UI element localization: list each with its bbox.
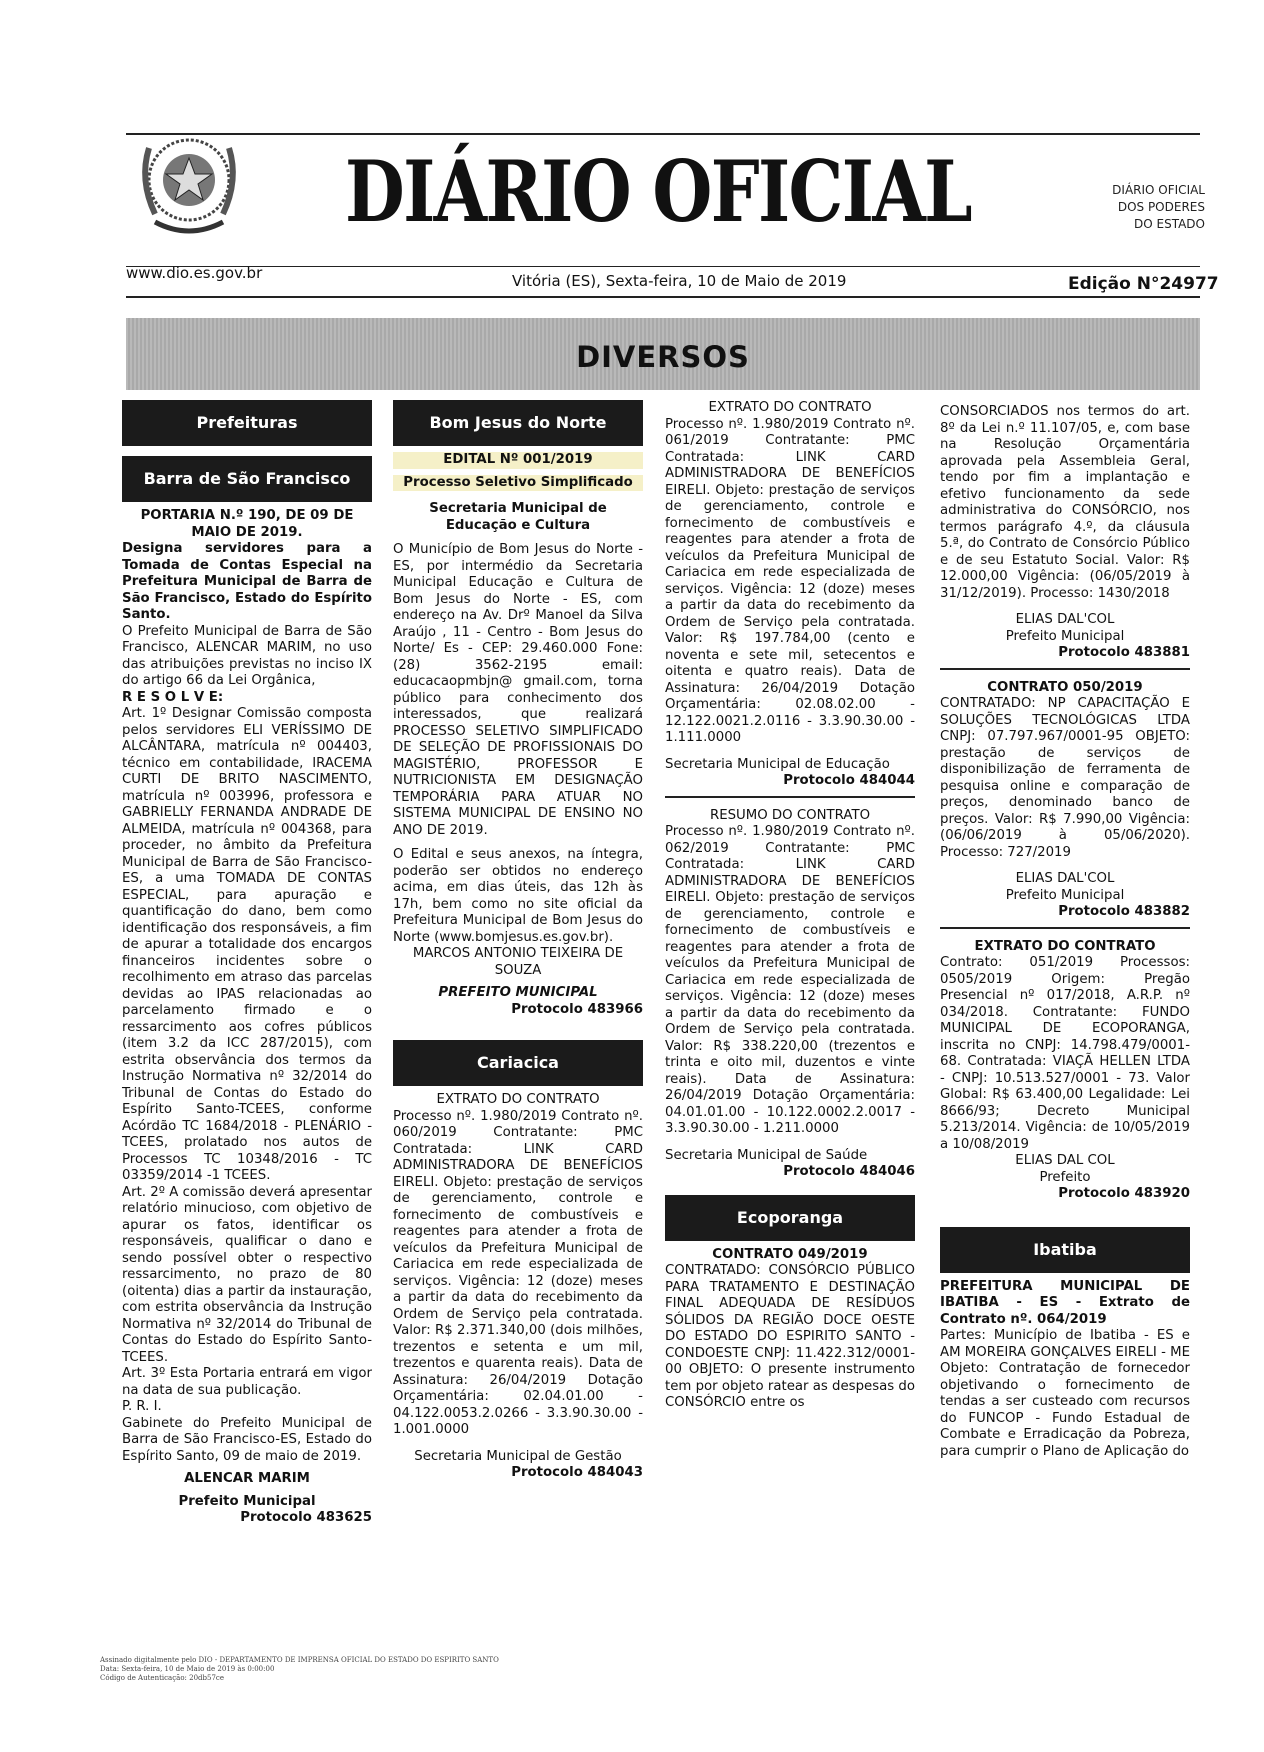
signature-name: ALENCAR MARIM [184, 1471, 310, 1486]
portaria-preamble: O Prefeito Municipal de Barra de São Francisco, ALENCAR MARIM, no uso das atribuições previstas no inciso IX do artigo 66 da Lei Orgânica, [122, 623, 372, 688]
contract-title: CONTRATO 049/2019 [712, 1246, 868, 1262]
contract-body: CONTRATADO: NP CAPACITAÇÃO E SOLUÇÕES TECNOLÓGICAS LTDA CNPJ: 07.797.967/0001-95 OBJETO: prestação de serviços de disponibilização de ferramenta de pesquisa online e comparação de preços, denominado banco de preços. Valor: R$ 7.990,00 Vigência: (06/06/2019 à 05/06/2020). Processo: 727/2019 [940, 696, 1190, 860]
extract-body: Processo nº. 1.980/2019 Contrato nº. 060/2019 Contratante: PMC Contratada: LINK CARD ADMINISTRADORA DE BENEFÍCIOS EIRELI. Objeto: prestação de serviços de gerenciamento, controle e fornecimento de combustíveis e reagentes para atender a frota de veículos da Prefeitura Municipal de Cariacica em rede especializada de serviços. Vigência: 12 (doze) meses a partir da data do recebimento da Ordem de Serviço pela contratada. Valor: R$ 2.371.340,00 (dois milhões, trezentos e setenta e um mil, trezentos e quarenta reais). Data de Assinatura: 26/04/2019 Dotação Orçamentária: 02.04.01.00 - 04.122.0053.2.0266 - 3.3.90.30.00 - 1.001.0000 [393, 1108, 643, 1437]
signature-title: PREFEITO MUNICIPAL [438, 985, 598, 1000]
contract-title: CONTRATO 050/2019 [987, 679, 1143, 695]
column-3 [665, 400, 915, 1412]
signature-title: Prefeito Municipal [1005, 887, 1125, 903]
contract-body: CONTRATADO: CONSÓRCIO PÚBLICO PARA TRATAMENTO E DESTINAÇÃO FINAL ADEQUADA DE RESÍDUOS SÓLIDOS DA REGIÃO DOCE OESTE DO ESTADO DO ESPIRITO SANTO - CONDOESTE CNPJ: 11.422.312/0001-00 OBJETO: O presente instrumento tem por objeto ratear as despesas do CONSÓRCIO entre os [665, 1263, 915, 1410]
edital-body-2: O Edital e seus anexos, na íntegra, poderão ser obtidos no endereço acima, em dias úteis, das 12h às 17h, bem como no site oficial da Prefeitura Municipal de Bom Jesus do Norte (www.bomjesus.es.gov.br). [393, 847, 643, 945]
signature-name: ELIAS DAL'COL [1015, 871, 1115, 886]
summary-secretaria: Secretaria Municipal de Saúde [665, 1147, 868, 1163]
edital-number: EDITAL Nº 001/2019 [393, 452, 643, 469]
column-4 [940, 404, 1190, 1460]
authentication-footer [100, 1656, 499, 1683]
ibatiba-heading: PREFEITURA MUNICIPAL DE IBATIBA - ES - Extrato de Contrato nº. 064/2019 [940, 1278, 1190, 1327]
portaria-article-3: Art. 3º Esta Portaria entrará em vigor na data de sua publicação. [122, 1366, 372, 1398]
extract-body: Contrato: 051/2019 Processos: 0505/2019 Origem: Pregão Presencial nº 017/2018, A.R.P. nº 034/2018. Contratante: FUNDO MUNICIPAL DE ECOPORANGA, inscrita no CNPJ: 14.798.479/0001-68. Contratada: VIAÇÃ HELLEN LTDA - CNPJ: 10.513.527/0001 - 73. Valor Global: R$ 63.400,00 Legalidade: Lei 8666/93; Decreto Municipal 5.213/2014. Vigência: de 10/05/2019 a 10/08/2019 [940, 955, 1190, 1152]
contract-body-continued: CONSORCIADOS nos termos do art. 8º da Lei n.º 11.107/05, e, com base na Resolução Orçamentária aprovada pela Assembleia Geral, tendo por fim a implantação e efetivo funcionamento da sede administrativa do CONSÓRCIO, nos termos parágrafo 4.º, da cláusula 5.ª, do Contrato de Consórcio Público e de seu Estatuto Social. Valor: R$ 12.000,00 Vigência: (06/05/2019 à 31/12/2019). Processo: 1430/2018 [940, 404, 1190, 601]
footer-line: Assinado digitalmente pelo DIO - DEPARTAMENTO DE IMPRENSA OFICIAL DO ESTADO DO ESPIRITO SANTO [100, 1656, 499, 1664]
column-2 [393, 400, 643, 1482]
ibatiba-body: Partes: Município de Ibatiba - ES e AM MOREIRA GONÇALVES EIRELI - ME Objeto: Contratação de fornecedor objetivando o fornecimento de tendas a ser custeado com recursos do FUNCOP - Fundo Estadual de Combate e Erradicação da Pobreza, para cumprir o Plano de Aplicação do [940, 1328, 1190, 1459]
signature-name: MARCOS ANTONIO TEIXEIRA DE SOUZA [412, 946, 624, 978]
protocol-number: Protocolo 484046 [783, 1164, 915, 1179]
section-banner [126, 318, 1200, 390]
footer-line: Código de Autenticação: 20db57ce [100, 1674, 224, 1682]
section-header-ibatiba: Ibatiba [940, 1227, 1190, 1273]
summary-title: RESUMO DO CONTRATO [709, 807, 871, 823]
masthead-rule [126, 266, 1200, 267]
footer-line: Data: Sexta-feira, 10 de Maio de 2019 às 0:00:00 [100, 1665, 275, 1673]
edital-body: O Município de Bom Jesus do Norte - ES, por intermédio da Secretaria Municipal Educação e Cultura de Bom Jesus do Norte - ES, com endereço na Av. Drº Manoel da Silva Araújo , 11 - Centro - Bom Jesus do Norte/ Es - CEP: 29.460.000 Fone: (28) 3562-2195 email: educacaopmbjn@ gmail.com, torna público para conhecimento dos interessados, que realizará PROCESSO SELETIVO SIMPLIFICADO DE SELEÇÃO DE PROFISSIONAIS DO MAGISTÉRIO, PROFESSOR E NUTRICIONISTA EM DESIGNAÇÃO TEMPORÁRIA PARA ATUAR NO SISTEMA MUNICIPAL DE ENSINO NO ANO DE 2019. [393, 542, 643, 838]
masthead-side-line: DIÁRIO OFICIAL [1112, 183, 1205, 197]
masthead-side-line: DO ESTADO [1134, 217, 1205, 231]
masthead-subtitle [1085, 182, 1205, 233]
website-link[interactable]: www.dio.es.gov.br [126, 264, 263, 282]
extract-body: Processo nº. 1.980/2019 Contrato nº. 061/2019 Contratante: PMC Contratada: LINK CARD ADMINISTRADORA DE BENEFÍCIOS EIRELI. Objeto: prestação de serviços de gerenciamento, controle e fornecimento de combustíveis e reagentes para atender a frota de veículos da Prefeitura Municipal de Cariacica em rede especializada de serviços. Vigência: 12 (doze) meses a partir da data do recebimento da Ordem de Serviço pela contratada. Valor: R$ 197.784,00 (cento e noventa e sete mil, setecentos e oitenta e quatro reais). Data de Assinatura: 26/04/2019 Dotação Orçamentária: 02.08.02.00 - 12.122.0021.2.0116 - 3.3.90.30.00 - 1.111.0000 [665, 416, 915, 745]
extract-title: EXTRATO DO CONTRATO [974, 938, 1156, 954]
publication-date: Vitória (ES), Sexta-feira, 10 de Maio de 2019 [512, 272, 847, 290]
portaria-pri: P. R. I. [122, 1399, 162, 1414]
protocol-number: Protocolo 483920 [1058, 1186, 1190, 1201]
protocol-number: Protocolo 483881 [1058, 645, 1190, 660]
section-header-barra: Barra de São Francisco [122, 456, 372, 502]
separator-rule [940, 668, 1190, 670]
portaria-title: PORTARIA N.º 190, DE 09 DE MAIO DE 2019. [140, 508, 354, 540]
state-emblem-icon [135, 128, 243, 246]
protocol-number: Protocolo 484044 [783, 773, 915, 788]
portaria-closing: Gabinete do Prefeito Municipal de Barra de São Francisco-ES, Estado do Espírito Santo, 09 de maio de 2019. [122, 1415, 372, 1464]
section-header-ecoporanga: Ecoporanga [665, 1195, 915, 1241]
portaria-article-1: Art. 1º Designar Comissão composta pelos servidores ELI VERÍSSIMO DE ALCÂNTARA, matrícula nº 004403, técnico em contabilidade, IRACEMA CURTI DE BRITO NASCIMENTO, matrícula nº 003996, professora e GABRIELLY FERNANDA ANDRADE DE ALMEIDA, matrícula nº 004368, para proceder, no âmbito da Prefeitura Municipal de Barra de São Francisco-ES, a uma TOMADA DE CONTAS ESPECIAL, para apuração e quantificação do dano, bem como identificação dos responsáveis, a fim de apurar a totalidade dos encargos financeiros incidentes sobre o recolhimento em atraso das parcelas devidas ao IPAS relacionadas ao parcelamento firmado e o ressarcimento aos cofres públicos (item 3.2 da ICC 287/2015), com estrita observância dos termos da Instrução Normativa nº 32/2014 do Tribunal de Contas do Estado do Espírito Santo-TCEES, conforme Acórdão TC 1684/2018 - PLENÁRIO - TCEES, prolatado nos autos de Processos TC 10348/2016 - TC 03359/2014 -1 TCEES. [122, 706, 372, 1183]
edition-number: Edição N°24977 [1068, 274, 1219, 294]
section-header-prefeituras: Prefeituras [122, 400, 372, 446]
column-1 [122, 400, 372, 1527]
edital-secretaria: Secretaria Municipal de Educação e Cultura [429, 501, 607, 533]
signature-title: Prefeito Municipal [178, 1493, 316, 1509]
masthead-bottom-rule [126, 296, 1200, 298]
protocol-number: Protocolo 483966 [511, 1001, 643, 1017]
protocol-number: Protocolo 483882 [1058, 904, 1190, 919]
extract-title: EXTRATO DO CONTRATO [436, 1092, 600, 1107]
extract-title: EXTRATO DO CONTRATO [708, 400, 872, 415]
separator-rule [665, 796, 915, 798]
summary-body: Processo nº. 1.980/2019 Contrato nº. 062/2019 Contratante: PMC Contratada: LINK CARD ADMINISTRADORA DE BENEFÍCIOS EIRELI. Objeto: prestação de serviços de gerenciamento, controle e fornecimento de combustíveis e reagentes para atender a frota de veículos da Prefeitura Municipal de Cariacica em rede especializada de serviços. Vigência: 12 (doze) meses a partir da data do recebimento da Ordem de Serviço pela contratada. Valor: R$ 338.220,00 (trezentos e trinta e oito mil, duzentos e vinte reais). Data de Assinatura: 26/04/2019 Dotação Orçamentária: 04.01.01.00 - 10.122.0002.2.0017 - 3.3.90.30.00 - 1.211.0000 [665, 824, 915, 1136]
protocol-number: Protocolo 483625 [240, 1510, 372, 1525]
separator-rule [940, 927, 1190, 929]
extract-secretaria: Secretaria Municipal de Educação [665, 756, 890, 772]
protocol-number: Protocolo 484043 [511, 1465, 643, 1480]
newspaper-title: DIÁRIO OFICIAL [345, 142, 971, 241]
section-header-bom-jesus: Bom Jesus do Norte [393, 400, 643, 446]
signature-name: ELIAS DAL'COL [1015, 612, 1115, 627]
top-rule [126, 133, 1200, 135]
masthead-side-line: DOS PODERES [1117, 200, 1205, 214]
section-header-cariacica: Cariacica [393, 1040, 643, 1086]
section-title: DIVERSOS [576, 340, 750, 374]
signature-title: Prefeito [1039, 1169, 1091, 1185]
signature-title: Prefeito Municipal [1005, 628, 1125, 644]
extract-secretaria: Secretaria Municipal de Gestão [414, 1448, 622, 1464]
portaria-summary: Designa servidores para a Tomada de Contas Especial na Prefeitura Municipal de Barra de São Francisco, Estado do Espírito Santo. [122, 541, 372, 622]
portaria-article-2: Art. 2º A comissão deverá apresentar relatório minucioso, com objetivo de apurar os fatos, identificar os responsáveis, qualificar o dano e sendo possível obter o respectivo ressarcimento, no prazo de 80 (oitenta) dias a partir da instauração, com estrita observância da Instrução Normativa nº 32/2014 do Tribunal de Contas do Estado do Espírito Santo-TCEES. [122, 1184, 372, 1365]
signature-name: ELIAS DAL COL [1015, 1153, 1115, 1168]
edital-processo: Processo Seletivo Simplificado [393, 475, 643, 492]
portaria-resolve: R E S O L V E: [122, 689, 224, 705]
